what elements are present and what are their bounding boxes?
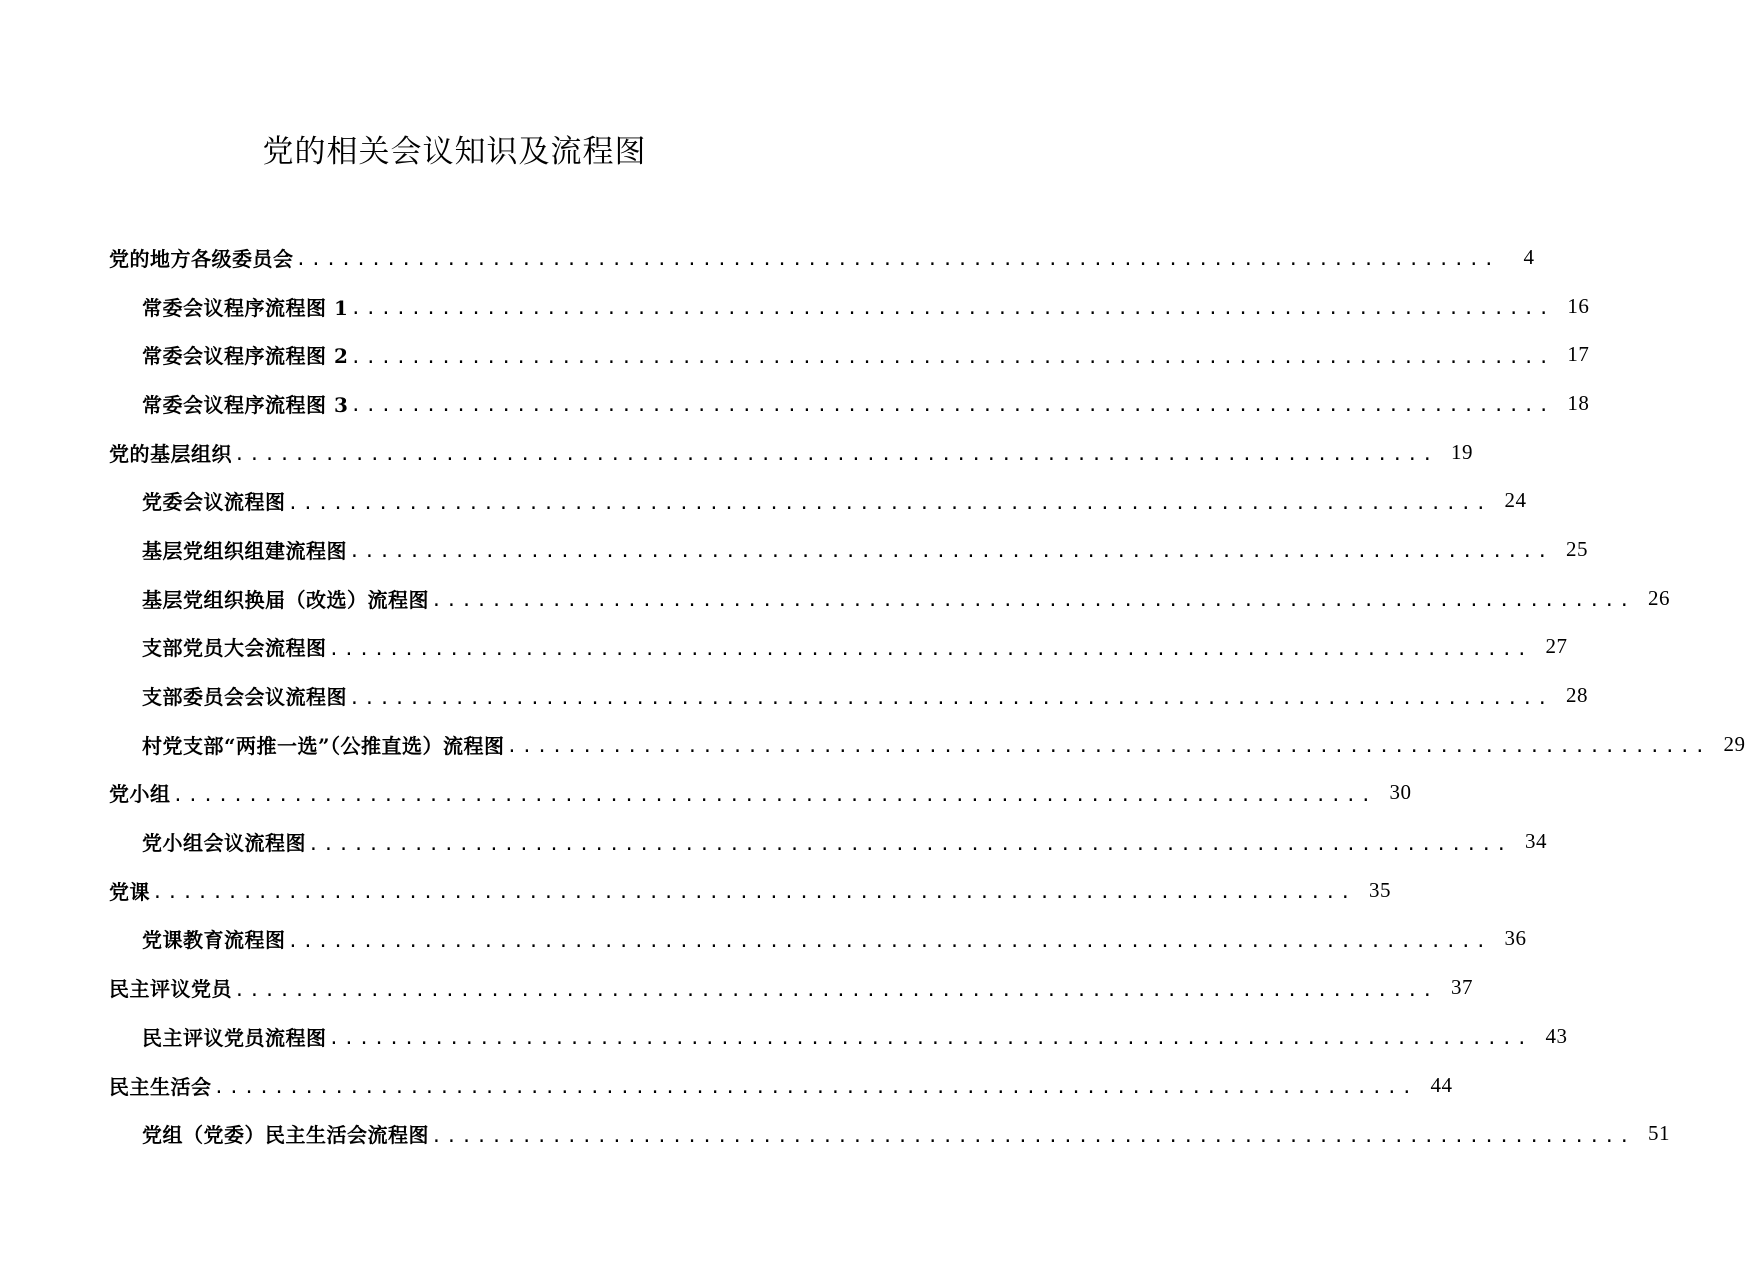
toc-entry-label: 常委会议程序流程图 2 [142,344,349,369]
toc-entry-page: 25 [1565,536,1588,561]
toc-entry-page: 34 [1524,829,1547,854]
toc-entry[interactable] [0,574,1670,623]
toc-entry-page: 43 [1545,1023,1568,1048]
toc-entry-label: 党课 [109,879,150,904]
toc-entry[interactable] [0,428,1473,477]
toc-entry[interactable] [0,476,1527,525]
toc-entry-page: 44 [1430,1072,1453,1097]
toc-entry[interactable] [0,963,1473,1012]
toc-entry[interactable] [0,1109,1670,1158]
toc-entry-label: 党委会议流程图 [142,490,286,515]
toc-dot-leader: ................................................................................ [328,1028,1532,1050]
toc-entry[interactable] [0,720,1745,769]
toc-entry-page: 16 [1567,293,1590,318]
toc-dot-leader: ................................................................................ [431,1125,1634,1147]
toc-entry[interactable] [0,525,1588,574]
toc-entry-label: 党的基层组织 [109,441,232,466]
toc-dot-leader: ................................................................................ [350,395,1554,417]
page-title: 党的相关会议知识及流程图 [262,134,647,170]
toc-dot-leader: ................................................................................ [234,979,1437,1001]
toc-entry-page: 51 [1647,1121,1670,1146]
toc-dot-leader: ................................................................................ [287,930,1491,952]
toc-entry-label: 党的地方各级委员会 [109,246,294,271]
toc-entry-label: 常委会议程序流程图 1 [142,295,349,320]
toc-dot-leader: ................................................................................ [328,638,1532,660]
toc-dot-leader: ................................................................................ [350,346,1554,368]
toc-entry[interactable] [0,1012,1568,1061]
toc-entry-page: 28 [1565,683,1588,708]
toc-entry[interactable] [0,866,1391,915]
toc-dot-leader: ................................................................................ [349,541,1552,563]
toc-entry-label: 基层党组织换届（改选）流程图 [142,587,429,612]
toc-entry[interactable] [0,671,1588,720]
toc-entry-page: 35 [1368,877,1391,902]
toc-entry[interactable] [0,233,1535,282]
toc-entry-label: 党小组 [109,782,171,807]
toc-entry-page: 29 [1723,731,1745,756]
toc-entry-page: 4 [1523,244,1535,269]
toc-entry-label: 常委会议程序流程图 3 [142,392,349,417]
toc-entry-page: 36 [1504,926,1527,951]
toc-entry-page: 26 [1647,585,1670,610]
toc-entry[interactable] [0,282,1590,331]
toc-dot-leader: ................................................................................ [234,444,1437,466]
toc-entry-page: 27 [1545,634,1568,659]
toc-dot-leader: ................................................................................ [431,590,1634,612]
toc-entry-page: 37 [1450,975,1473,1000]
toc-entry-label: 民主评议党员 [109,977,232,1002]
toc-entry[interactable] [0,915,1527,964]
toc-dot-leader: ................................................................................ [350,298,1554,320]
table-of-contents [0,233,1745,1158]
toc-entry-page: 30 [1389,780,1412,805]
toc-dot-leader: ................................................................................ [308,833,1511,855]
toc-entry-label: 民主生活会 [109,1074,212,1099]
toc-entry[interactable] [0,379,1590,428]
toc-dot-leader: ................................................................................ [152,882,1355,904]
toc-dot-leader: ................................................................................ [295,249,1499,271]
toc-entry[interactable] [0,817,1547,866]
toc-entry-page: 17 [1567,342,1590,367]
toc-entry-label: 支部委员会会议流程图 [142,685,347,710]
toc-dot-leader: ................................................................................ [172,784,1376,806]
toc-dot-leader: ................................................................................ [349,687,1552,709]
toc-entry-label: 党小组会议流程图 [142,831,306,856]
toc-entry-label: 支部党员大会流程图 [142,636,327,661]
toc-entry-label: 民主评议党员流程图 [142,1025,327,1050]
toc-dot-leader: ................................................................................ [213,1077,1417,1099]
toc-entry[interactable] [0,1061,1453,1110]
toc-entry-page: 24 [1504,488,1527,513]
toc-entry[interactable] [0,330,1590,379]
toc-entry-label: 基层党组织组建流程图 [142,538,347,563]
toc-dot-leader: ................................................................................ [287,492,1491,514]
toc-entry[interactable] [0,769,1412,818]
toc-entry-label: 村党支部“两推一选”（公推直选）流程图 [142,733,505,758]
toc-entry-page: 19 [1450,439,1473,464]
toc-entry-label: 党课教育流程图 [142,928,286,953]
toc-entry[interactable] [0,623,1568,672]
toc-entry-page: 18 [1567,390,1590,415]
toc-dot-leader: ................................................................................ [506,736,1710,758]
toc-entry-label: 党组（党委）民主生活会流程图 [142,1123,429,1148]
